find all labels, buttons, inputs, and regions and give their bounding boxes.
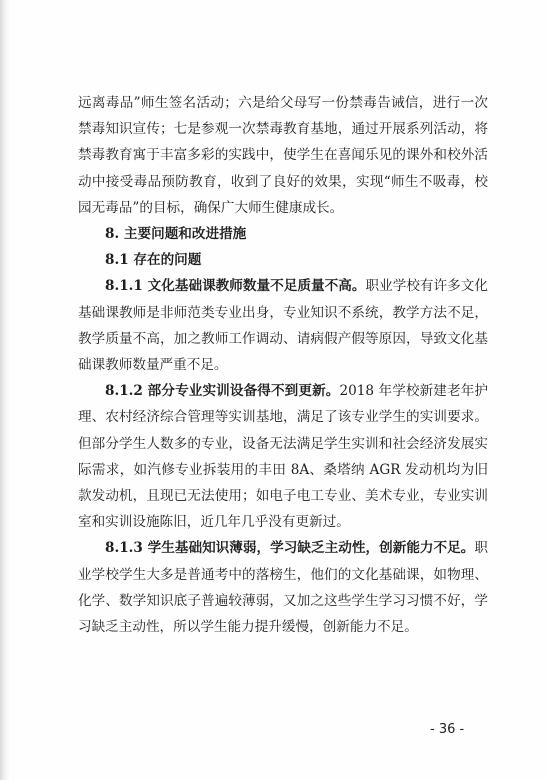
section-heading-8-1: 8.1 存在的问题 [105,252,202,269]
paragraph-8-1-3-body: 职业学校学生大多是普通考中的落榜生，他们的文化基础课，如物理、化学、数学知识底子普遍较薄弱，又加之这些学生学习习惯不好，学习缺乏主动性，所以学生能力提升缓慢，创新能力不足。 [78,540,488,636]
paragraph-8-1-2-lead: 8.1.2 部分专业实训设备得不到更新。 [105,383,340,400]
paragraph-8-1-2-body: 2018 年学校新建老年护理、农村经济综合管理等实训基地，满足了该专业学生的实训要求。但部分学生人数多的专业，设备无法满足学生实训和社会经济发展实际需求，如汽修专业拆装用的丰田 8A、桑塔纳 AGR 发动机均为旧款发动机，且现已无法使用；如电子电工专业、美术专业，专业实训室和实训设施陈旧，近几年几乎没有更新过。 [78,383,488,531]
paragraph-8-1-1-body: 职业学校有许多文化基础课教师是非师范类专业出身，专业知识不系统，教学方法不足，教学质量不高，加之教师工作调动、请病假产假等原因，导致文化基础课教师数量严重不足。 [78,278,488,374]
page-body [78,90,488,640]
page-number: - 36 - [430,722,465,737]
paragraph-anti-drug-activities: 远离毒品”师生签名活动；六是给父母写一份禁毒告诫信，进行一次禁毒知识宣传；七是参观一次禁毒教育基地，通过开展系列活动，将禁毒教育寓于丰富多彩的实践中，使学生在喜闻乐见的课外和校外活动中接受毒品预防教育，收到了良好的效果，实现“师生不吸毒，校园无毒品”的目标，确保广大师生健康成长。 [78,95,488,216]
section-heading-8: 8. 主要问题和改进措施 [105,226,247,243]
paragraph-8-1-3 [78,535,488,640]
paragraph-8-1-2 [78,378,488,535]
paragraph-8-1-3-lead: 8.1.3 学生基础知识薄弱，学习缺乏主动性，创新能力不足。 [105,540,475,557]
page-edge-shadow [0,0,10,780]
paragraph-8-1-1-lead: 8.1.1 文化基础课教师数量不足质量不高。 [105,278,366,295]
paragraph-8-1-1 [78,273,488,378]
